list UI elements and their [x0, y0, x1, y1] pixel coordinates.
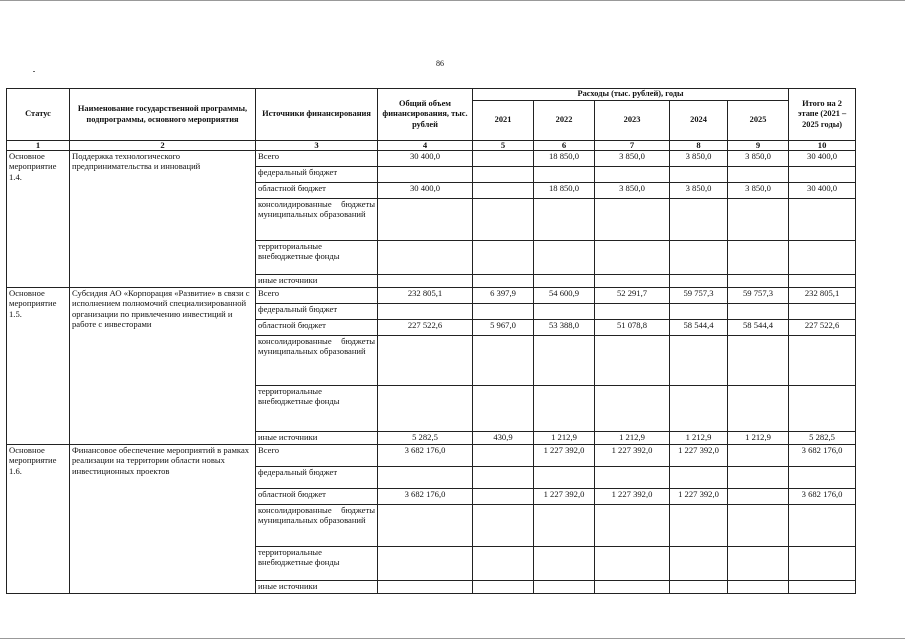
- amount-cell: [595, 386, 670, 432]
- amount-cell: 1 212,9: [670, 432, 728, 445]
- amount-cell: [473, 183, 534, 199]
- column-index: 7: [595, 141, 670, 151]
- header-sources: Источники финансирования: [256, 89, 378, 141]
- budget-table: [6, 88, 856, 594]
- amount-cell: [595, 304, 670, 320]
- funding-source: территориальные внебюджетные фонды: [256, 386, 378, 432]
- amount-cell: 1 227 392,0: [595, 489, 670, 505]
- funding-source: Всего: [256, 445, 378, 467]
- amount-cell: [378, 505, 473, 547]
- header-year-2022: 2022: [534, 101, 595, 141]
- funding-source: областной бюджет: [256, 183, 378, 199]
- amount-cell: 3 850,0: [595, 183, 670, 199]
- column-index: 4: [378, 141, 473, 151]
- amount-cell: 227 522,6: [789, 320, 856, 336]
- funding-source: консолидированные бюджеты муниципальных образований: [256, 336, 378, 386]
- amount-cell: [595, 581, 670, 594]
- amount-cell: [728, 304, 789, 320]
- header-year-2024: 2024: [670, 101, 728, 141]
- amount-cell: [670, 241, 728, 275]
- amount-cell: 1 227 392,0: [670, 489, 728, 505]
- column-index: 6: [534, 141, 595, 151]
- amount-cell: [670, 547, 728, 581]
- funding-source: территориальные внебюджетные фонды: [256, 547, 378, 581]
- amount-cell: 3 682 176,0: [789, 445, 856, 467]
- amount-cell: [728, 581, 789, 594]
- column-index: 9: [728, 141, 789, 151]
- amount-cell: [473, 199, 534, 241]
- amount-cell: 1 212,9: [534, 432, 595, 445]
- amount-cell: [789, 505, 856, 547]
- amount-cell: [789, 336, 856, 386]
- amount-cell: [378, 547, 473, 581]
- amount-cell: [378, 304, 473, 320]
- funding-source: иные источники: [256, 581, 378, 594]
- amount-cell: [595, 505, 670, 547]
- amount-cell: [534, 386, 595, 432]
- amount-cell: [534, 547, 595, 581]
- amount-cell: [378, 467, 473, 489]
- amount-cell: [595, 547, 670, 581]
- amount-cell: [595, 199, 670, 241]
- scan-edge-top: [0, 0, 905, 1]
- amount-cell: 3 682 176,0: [378, 489, 473, 505]
- amount-cell: [473, 505, 534, 547]
- amount-cell: 227 522,6: [378, 320, 473, 336]
- amount-cell: [473, 467, 534, 489]
- scan-speck: [33, 71, 35, 72]
- amount-cell: [595, 336, 670, 386]
- amount-cell: [728, 199, 789, 241]
- activity-name: Поддержка технологического предпринимательства и инноваций: [70, 151, 256, 288]
- header-status: Статус: [7, 89, 70, 141]
- amount-cell: [534, 275, 595, 288]
- header-final-total: Итого на 2 этапе (2021 – 2025 годы): [789, 89, 856, 141]
- amount-cell: [378, 581, 473, 594]
- amount-cell: [473, 445, 534, 467]
- column-index: 3: [256, 141, 378, 151]
- amount-cell: [473, 386, 534, 432]
- table-row: [7, 445, 856, 467]
- amount-cell: [473, 241, 534, 275]
- column-index: 5: [473, 141, 534, 151]
- header-total: Общий объем финансирования, тыс. рублей: [378, 89, 473, 141]
- amount-cell: 3 850,0: [728, 151, 789, 167]
- amount-cell: [378, 336, 473, 386]
- amount-cell: [473, 581, 534, 594]
- table-row: [7, 288, 856, 304]
- amount-cell: 430,9: [473, 432, 534, 445]
- column-index: 10: [789, 141, 856, 151]
- amount-cell: [728, 489, 789, 505]
- funding-source: федеральный бюджет: [256, 304, 378, 320]
- amount-cell: [789, 547, 856, 581]
- amount-cell: 18 850,0: [534, 151, 595, 167]
- page-number: 86: [436, 59, 444, 68]
- amount-cell: [728, 445, 789, 467]
- amount-cell: 1 227 392,0: [534, 445, 595, 467]
- amount-cell: 3 850,0: [670, 151, 728, 167]
- amount-cell: 30 400,0: [789, 183, 856, 199]
- amount-cell: 1 227 392,0: [534, 489, 595, 505]
- column-index: 8: [670, 141, 728, 151]
- amount-cell: [728, 467, 789, 489]
- amount-cell: [595, 167, 670, 183]
- funding-source: территориальные внебюджетные фонды: [256, 241, 378, 275]
- amount-cell: 30 400,0: [789, 151, 856, 167]
- funding-source: областной бюджет: [256, 320, 378, 336]
- amount-cell: [789, 241, 856, 275]
- column-index-row: [7, 141, 856, 151]
- amount-cell: [789, 581, 856, 594]
- header-year-2023: 2023: [595, 101, 670, 141]
- amount-cell: [473, 547, 534, 581]
- amount-cell: [728, 547, 789, 581]
- amount-cell: [378, 241, 473, 275]
- scan-edge-bottom: [0, 638, 905, 639]
- funding-source: федеральный бюджет: [256, 467, 378, 489]
- amount-cell: 59 757,3: [670, 288, 728, 304]
- amount-cell: [728, 505, 789, 547]
- amount-cell: [595, 467, 670, 489]
- activity-name: Финансовое обеспечение мероприятий в рамках реализации на территории области новых инвестиционных проектов: [70, 445, 256, 594]
- amount-cell: 53 388,0: [534, 320, 595, 336]
- activity-status: Основное мероприятие 1.5.: [7, 288, 70, 445]
- amount-cell: 3 682 176,0: [789, 489, 856, 505]
- amount-cell: [473, 151, 534, 167]
- activity-name: Субсидия АО «Корпорация «Развитие» в связи с исполнением полномочий специализированной организации по привлечению инвестиций и работе с инвесторами: [70, 288, 256, 445]
- amount-cell: [789, 275, 856, 288]
- amount-cell: 30 400,0: [378, 183, 473, 199]
- amount-cell: [728, 241, 789, 275]
- amount-cell: [670, 581, 728, 594]
- amount-cell: [670, 199, 728, 241]
- amount-cell: [534, 505, 595, 547]
- amount-cell: [728, 386, 789, 432]
- amount-cell: [789, 167, 856, 183]
- amount-cell: [728, 336, 789, 386]
- amount-cell: [789, 304, 856, 320]
- amount-cell: 30 400,0: [378, 151, 473, 167]
- amount-cell: 1 227 392,0: [595, 445, 670, 467]
- amount-cell: 54 600,9: [534, 288, 595, 304]
- amount-cell: [534, 167, 595, 183]
- amount-cell: 6 397,9: [473, 288, 534, 304]
- activity-status: Основное мероприятие 1.4.: [7, 151, 70, 288]
- amount-cell: 18 850,0: [534, 183, 595, 199]
- amount-cell: [378, 275, 473, 288]
- funding-source: Всего: [256, 288, 378, 304]
- funding-source: федеральный бюджет: [256, 167, 378, 183]
- amount-cell: [378, 386, 473, 432]
- column-index: 2: [70, 141, 256, 151]
- funding-source: консолидированные бюджеты муниципальных образований: [256, 199, 378, 241]
- amount-cell: 3 850,0: [595, 151, 670, 167]
- header-year-2025: 2025: [728, 101, 789, 141]
- amount-cell: 1 227 392,0: [670, 445, 728, 467]
- amount-cell: 52 291,7: [595, 288, 670, 304]
- amount-cell: [670, 386, 728, 432]
- amount-cell: [670, 505, 728, 547]
- amount-cell: 5 282,5: [378, 432, 473, 445]
- amount-cell: 51 078,8: [595, 320, 670, 336]
- amount-cell: [789, 467, 856, 489]
- amount-cell: 5 282,5: [789, 432, 856, 445]
- header-expenses-group: Расходы (тыс. рублей), годы: [473, 89, 789, 101]
- amount-cell: 58 544,4: [728, 320, 789, 336]
- amount-cell: [473, 275, 534, 288]
- amount-cell: [595, 241, 670, 275]
- activity-status: Основное мероприятие 1.6.: [7, 445, 70, 594]
- amount-cell: [670, 304, 728, 320]
- amount-cell: [473, 489, 534, 505]
- table-row: [7, 151, 856, 167]
- amount-cell: [473, 304, 534, 320]
- funding-source: областной бюджет: [256, 489, 378, 505]
- column-index: 1: [7, 141, 70, 151]
- amount-cell: [534, 581, 595, 594]
- amount-cell: [534, 199, 595, 241]
- amount-cell: [378, 199, 473, 241]
- amount-cell: 3 850,0: [670, 183, 728, 199]
- amount-cell: 5 967,0: [473, 320, 534, 336]
- amount-cell: [670, 467, 728, 489]
- amount-cell: 3 682 176,0: [378, 445, 473, 467]
- amount-cell: [670, 336, 728, 386]
- amount-cell: 1 212,9: [595, 432, 670, 445]
- amount-cell: [473, 336, 534, 386]
- amount-cell: 59 757,3: [728, 288, 789, 304]
- amount-cell: [595, 275, 670, 288]
- funding-source: консолидированные бюджеты муниципальных образований: [256, 505, 378, 547]
- amount-cell: [670, 167, 728, 183]
- amount-cell: [534, 467, 595, 489]
- amount-cell: [378, 167, 473, 183]
- amount-cell: 232 805,1: [789, 288, 856, 304]
- amount-cell: [534, 304, 595, 320]
- amount-cell: 58 544,4: [670, 320, 728, 336]
- funding-source: иные источники: [256, 432, 378, 445]
- amount-cell: [670, 275, 728, 288]
- funding-source: иные источники: [256, 275, 378, 288]
- amount-cell: [534, 241, 595, 275]
- amount-cell: 3 850,0: [728, 183, 789, 199]
- amount-cell: [728, 275, 789, 288]
- amount-cell: [789, 386, 856, 432]
- amount-cell: 1 212,9: [728, 432, 789, 445]
- header-name: Наименование государственной программы, подпрограммы, основного мероприятия: [70, 89, 256, 141]
- amount-cell: [473, 167, 534, 183]
- funding-source: Всего: [256, 151, 378, 167]
- amount-cell: 232 805,1: [378, 288, 473, 304]
- amount-cell: [728, 167, 789, 183]
- header-year-2021: 2021: [473, 101, 534, 141]
- amount-cell: [789, 199, 856, 241]
- amount-cell: [534, 336, 595, 386]
